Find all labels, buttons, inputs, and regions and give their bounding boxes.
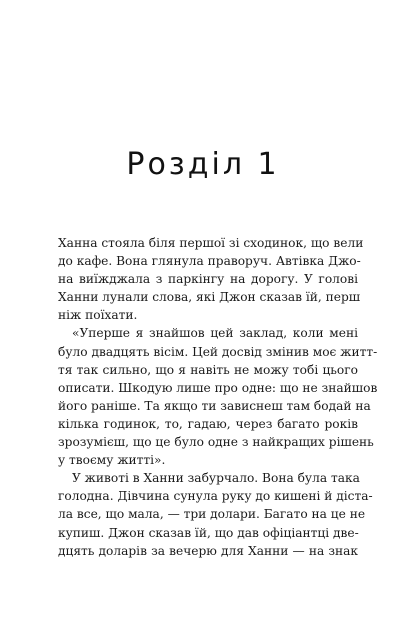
text-line: Ханни лунали слова, які Джон сказав їй, перш [58, 290, 361, 305]
text-line: ла все, що мала, — три долари. Багато на це не [58, 507, 366, 522]
text-line: «Уперше я знайшов цей заклад, коли мені [72, 326, 358, 341]
paragraph-3 [58, 469, 373, 559]
text-line: кілька годинок, то, гадаю, через багато років [58, 416, 358, 431]
text-line: було двадцять вісім. Цей досвід змінив моє житт- [58, 344, 378, 359]
text-line: Ханна стояла біля першої зі сходинок, що вели [58, 236, 364, 250]
paragraph-1 [58, 234, 364, 324]
text-line: ніж поїхати. [58, 308, 138, 323]
paragraph-2 [58, 324, 378, 469]
text-line: тя так сильно, що я навіть не можу тобі цього [58, 362, 358, 377]
text-line: У животі в Ханни забурчало. Вона була така [72, 471, 360, 486]
text-line: купиш. Джон сказав їй, що дав офіціантці две- [58, 525, 359, 540]
text-line: у твоєму житті». [58, 453, 166, 468]
text-line: описати. Шкодую лише про одне: що не знайшов [58, 380, 378, 395]
text-line: до кафе. Вона глянула праворуч. Автівка Джо- [58, 254, 361, 269]
text-line: голодна. Дівчина сунула руку до кишені й діста- [58, 489, 373, 504]
text-line: його раніше. Та якщо ти зависнеш там бодай на [58, 398, 371, 413]
text-line: на виїжджала з паркінгу на дорогу. У голові [58, 272, 358, 287]
chapter-title: Розділ 1 [126, 147, 280, 182]
text-line: зрозумієш, що це було одне з найкращих рішень [58, 435, 374, 450]
body-text [58, 234, 378, 560]
text-line: дцять доларів за вечерю для Ханни — на знак [58, 543, 358, 558]
